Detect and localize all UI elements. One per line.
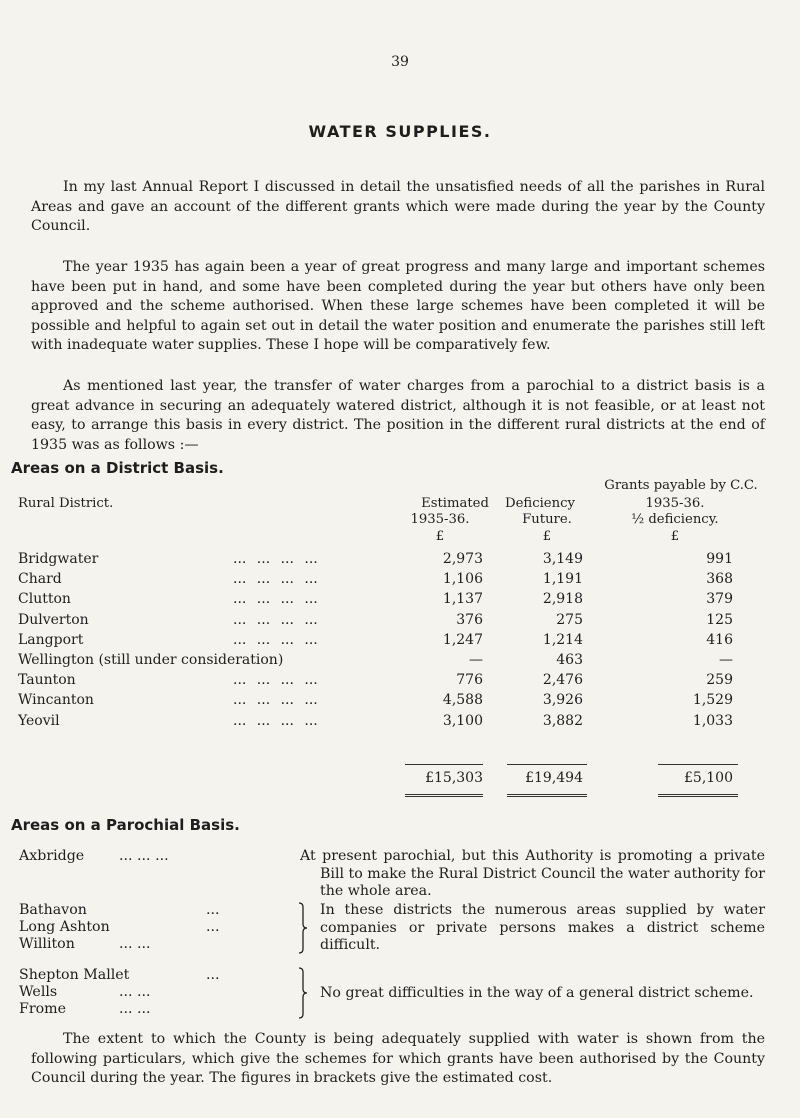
total-grant: £5,100 xyxy=(684,770,733,786)
row-deficiency-future: 3,926 xyxy=(542,692,583,708)
row-district: Chard xyxy=(18,571,62,587)
row-grant: 259 xyxy=(706,672,733,688)
row-grant: 416 xyxy=(706,632,733,648)
row-deficiency-future: 3,149 xyxy=(542,551,583,567)
parish-frome: Frome ... ... xyxy=(19,1001,151,1017)
brace-group-2 xyxy=(297,902,309,954)
row-district: Langport xyxy=(18,632,84,648)
closing-paragraph: The extent to which the County is being adequately supplied with water is shown from the following particulars, which give the schemes for which grants have been authorised by the County Council during the year. The figures in brackets give the estimated cost. xyxy=(31,1031,765,1086)
row-leader-dots: ... ... ... ... xyxy=(233,612,318,628)
row-grant: 991 xyxy=(706,551,733,567)
parish-axbridge: Axbridge ... ... ... xyxy=(19,848,169,864)
row-district: Yeovil xyxy=(18,713,60,729)
paragraph-3: As mentioned last year, the transfer of water charges from a parochial to a district basis is a great advance in securing an adequately watered district, although it is not feasible, or at least not easy, to arrange this basis in every district. The position in the different rural districts at the end of 1935 was as follows :— xyxy=(31,378,765,453)
page-number: 39 xyxy=(391,54,409,70)
unit-future: £ xyxy=(542,529,552,544)
row-estimated-year: 1,106 xyxy=(442,571,483,587)
row-deficiency-future: 3,882 xyxy=(542,713,583,729)
note-axbridge: At present parochial, but this Authority is promoting a private Bill to make the Rural District Council the water authority for the whole area. xyxy=(300,848,765,899)
header-estimated: Estimated xyxy=(421,496,489,511)
total-double-rule-grant xyxy=(658,794,738,797)
row-estimated-year: 4,588 xyxy=(442,692,483,708)
row-estimated-year: 376 xyxy=(456,612,483,628)
row-leader-dots: ... ... ... ... xyxy=(233,672,318,688)
paragraph-2: The year 1935 has again been a year of great progress and many large and important schemes have been put in hand, and some have been completed during the year but others have only been approved and the scheme authorised. When these large schemes have been completed it will be possible and helpful to again set out in detail the water position and enumerate the parishes still left with inadequate water supplies. These I hope will be comparatively few. xyxy=(31,259,765,353)
header-future: Future. xyxy=(522,512,572,527)
row-estimated-year: 1,247 xyxy=(442,632,483,648)
row-grant: 1,033 xyxy=(692,713,733,729)
row-deficiency-future: 275 xyxy=(556,612,583,628)
total-double-rule-future xyxy=(507,794,587,797)
row-deficiency-future: 2,918 xyxy=(542,591,583,607)
row-leader-dots: ... ... ... ... xyxy=(233,632,318,648)
row-leader-dots: ... ... ... ... xyxy=(233,571,318,587)
row-grant: — xyxy=(719,652,733,668)
parish-long-ashton: Long Ashton ... xyxy=(19,919,220,935)
subtotal-rule-grant xyxy=(658,764,738,765)
brace-group-3 xyxy=(297,967,309,1019)
row-district: Taunton xyxy=(18,672,76,688)
row-grant: 379 xyxy=(706,591,733,607)
paragraph-1: In my last Annual Report I discussed in detail the unsatisfied needs of all the parishes in Rural Areas and gave an account of the different grants which were made during the year by the County Council. xyxy=(31,179,765,234)
total-year: £15,303 xyxy=(425,770,483,786)
header-rural-district: Rural District. xyxy=(18,496,114,511)
row-district: Wellington (still under consideration) xyxy=(18,652,284,668)
row-deficiency-future: 1,191 xyxy=(542,571,583,587)
header-year: 1935-36. xyxy=(410,512,470,527)
parish-bathavon: Bathavon ... xyxy=(19,902,220,918)
row-leader-dots: ... ... ... ... xyxy=(233,551,318,567)
parish-shepton-mallet: Shepton Mallet ... xyxy=(19,967,220,983)
page-heading: WATER SUPPLIES. xyxy=(308,122,492,141)
header-grants-3: ½ deficiency. xyxy=(631,512,719,527)
row-leader-dots: ... ... ... ... xyxy=(233,591,318,607)
row-estimated-year: 776 xyxy=(456,672,483,688)
header-grants-1: Grants payable by C.C. xyxy=(604,478,758,493)
header-deficiency: Deficiency xyxy=(505,496,575,511)
row-grant: 125 xyxy=(706,612,733,628)
row-grant: 1,529 xyxy=(692,692,733,708)
note-group-2: In these districts the numerous areas supplied by water companies or private persons makes a district scheme difficult. xyxy=(320,902,765,953)
row-district: Bridgwater xyxy=(18,551,99,567)
parish-williton: Williton ... ... xyxy=(19,936,151,952)
unit-grant: £ xyxy=(670,529,680,544)
subtotal-rule-future xyxy=(507,764,587,765)
row-grant: 368 xyxy=(706,571,733,587)
header-grants-2: 1935-36. xyxy=(645,496,705,511)
row-district: Wincanton xyxy=(18,692,94,708)
note-group-3: No great difficulties in the way of a general district scheme. xyxy=(320,985,754,1001)
row-deficiency-future: 1,214 xyxy=(542,632,583,648)
subtotal-rule-year xyxy=(405,764,483,765)
unit-year: £ xyxy=(435,529,445,544)
district-section-heading: Areas on a District Basis. xyxy=(11,459,224,477)
row-district: Dulverton xyxy=(18,612,89,628)
row-leader-dots: ... ... ... ... xyxy=(233,692,318,708)
row-estimated-year: — xyxy=(469,652,483,668)
row-estimated-year: 3,100 xyxy=(442,713,483,729)
parochial-section-heading: Areas on a Parochial Basis. xyxy=(11,816,240,834)
row-estimated-year: 1,137 xyxy=(442,591,483,607)
row-estimated-year: 2,973 xyxy=(442,551,483,567)
row-deficiency-future: 2,476 xyxy=(542,672,583,688)
total-double-rule-year xyxy=(405,794,483,797)
row-district: Clutton xyxy=(18,591,71,607)
parish-wells: Wells ... ... xyxy=(19,984,151,1000)
row-leader-dots: ... ... ... ... xyxy=(233,713,318,729)
row-deficiency-future: 463 xyxy=(556,652,583,668)
total-future: £19,494 xyxy=(525,770,583,786)
